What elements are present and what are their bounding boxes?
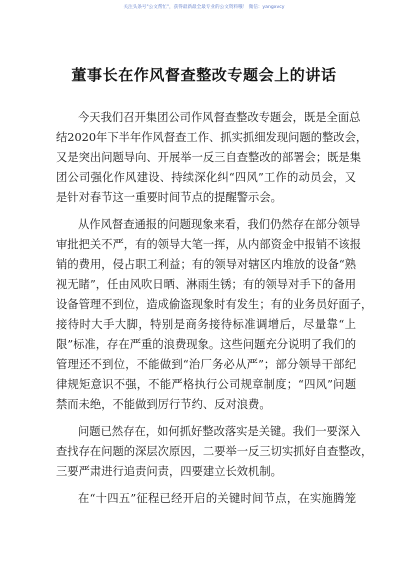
text-line: 在“十四五”征程已经开启的关键时间节点，在实施腾笼 — [78, 492, 356, 505]
text-line: 团公司强化作风建设、持续深化纠“四风”工作的动员会，又 — [56, 171, 356, 184]
text-line: 结2020年下半年作风督查工作、抓实抓细发现问题的整改会， — [56, 131, 368, 144]
text-line: 今天我们召开集团公司作风督查整改专题会，既是全面总 — [78, 111, 361, 124]
text-line: 审批把关不严，有的领导大笔一挥，从内部资金中报销不该报 — [56, 238, 362, 251]
text-line: 从作风督查通报的问题现象来看，我们仍然存在部分领导 — [78, 218, 361, 231]
text-line: 销的费用，侵占职工利益；有的领导对辖区内堆放的设备“熟 — [56, 258, 356, 271]
text-line: 律规矩意识不强，不能严格执行公司规章制度；“四风”问题 — [56, 378, 356, 391]
text-line: 设备管理不到位，造成偷盗现象时有发生；有的业务员好面子， — [56, 298, 373, 311]
text-line: 问题已然存在，如何抓好整改落实是关键。我们一要深入 — [78, 425, 361, 438]
text-line: 是针对春节这一重要时间节点的提醒警示会。 — [56, 191, 282, 204]
text-line: 视无睹”，任由风吹日晒、淋雨生锈；有的领导对手下的备用 — [56, 278, 356, 291]
document-title: 董事长在作风督查整改专题会上的讲话 — [71, 66, 337, 84]
top-banner: 关注头条号"公文帮忙"，获得最新最全最专业的公文资料哦！ 微信：yangxvcy — [123, 5, 285, 10]
text-line: 又是突出问题导向、开展举一反三自查整改的部署会；既是集 — [56, 151, 362, 164]
text-line: 三要严肃进行追责问责，四要建立长效机制。 — [56, 465, 282, 478]
text-line: 限”标准，存在严重的浪费现象。这些问题充分说明了我们的 — [56, 338, 356, 351]
text-line: 管理还不到位，不能做到“治厂务必从严”；部分领导干部纪 — [56, 358, 356, 371]
text-line: 查找存在问题的深层次原因，二要举一反三切实抓好自查整改， — [56, 445, 373, 458]
text-line: 接待时大手大脚，特别是商务接待标准调增后，尽量靠“上 — [56, 318, 356, 331]
text-line: 禁而未绝，不能做到厉行节约、反对浪费。 — [56, 398, 271, 411]
